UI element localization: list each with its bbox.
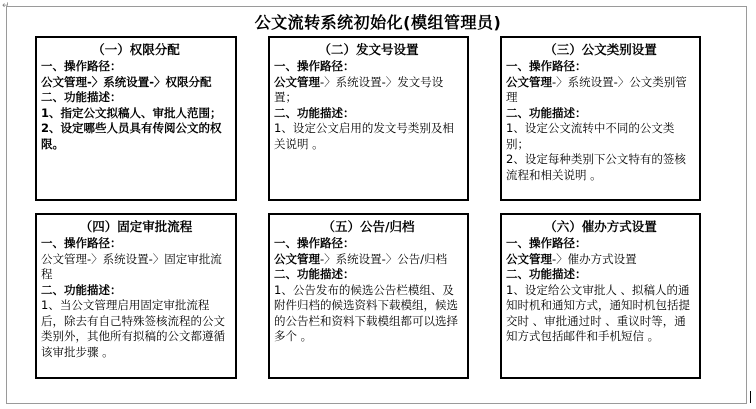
operation-path-heading: 一、操作路径： — [41, 236, 122, 250]
operation-path — [506, 252, 695, 268]
operation-path-rest: -〉催办方式设置 — [552, 251, 637, 266]
operation-path-rest: 公文管理-〉系统设置-〉固定审批流程 — [41, 251, 222, 281]
function-heading: 二、功能描述： — [41, 282, 122, 297]
operation-path-heading: 一、操作路径： — [506, 59, 587, 73]
function-desc-item: 1、设定公文启用的发文号类别及相关说明 。 — [274, 121, 454, 151]
operation-path-rest: -〉系统设置-〉公文类别管理 — [506, 74, 687, 104]
card-announcement-archive — [268, 213, 469, 379]
operation-path-heading: 一、操作路径： — [41, 59, 122, 73]
card-reminder-method-setting — [500, 213, 701, 379]
operation-path — [274, 252, 463, 268]
operation-path-module: 公文管理 — [506, 74, 552, 89]
operation-path-module: 公文管理 — [274, 74, 320, 89]
operation-path-module: 公文管理-〉系统设置-〉权限分配 — [41, 74, 212, 89]
function-desc-item: 2、设定哪些人员具有传阅公文的权限。 — [41, 121, 222, 151]
operation-path — [41, 75, 231, 91]
function-heading: 二、功能描述： — [506, 267, 587, 281]
function-desc-item: 1、指定公文拟稿人、审批人范围； — [41, 105, 222, 120]
operation-path-heading: 一、操作路径： — [274, 59, 355, 73]
function-desc-item: 1、设定给公文审批人 、拟稿人的通知时机和通知方式，通知时机包括提交时 、审批通过时 、重议时等，通知方式包括邮件和手机短信 。 — [506, 282, 690, 343]
function-heading: 二、功能描述： — [274, 267, 355, 281]
card-document-category-setting — [500, 36, 701, 201]
operation-path-module: 公文管理 — [506, 251, 552, 266]
text-cursor-mark — [750, 391, 751, 403]
card-title: （二）发文号设置 — [318, 42, 419, 57]
card-title: （四）固定审批流程 — [79, 219, 193, 234]
function-heading: 二、功能描述： — [41, 90, 122, 104]
operation-path-heading: 一、操作路径： — [274, 236, 355, 250]
page-title: 公文流转系统初始化(模组管理员) — [254, 13, 502, 32]
card-title: （三）公文类别设置 — [544, 42, 657, 57]
card-title: （五）公告/归档 — [322, 219, 415, 234]
operation-path-heading: 一、操作路径： — [506, 236, 587, 250]
operation-path-rest: -〉系统设置-〉公告/归档 — [320, 251, 448, 266]
function-desc-item: 1、当公文管理启用固定审批流程后，除去有自己特殊签核流程的公文类别外，其他所有拟稿的公文都遵循该审批步骤 。 — [41, 298, 225, 359]
function-desc-item: 1、公告发布的候选公告栏模组、及附件归档的候选资料下载模组，候选的公告栏和资料下载模组都可以选择多个 。 — [274, 282, 458, 343]
card-title: （六）催办方式设置 — [544, 219, 657, 234]
card-fixed-approval-flow — [35, 213, 237, 379]
function-heading: 二、功能描述： — [274, 105, 355, 120]
function-desc-item: 2、设定每种类别下公文特有的签核流程和相关说明 。 — [506, 152, 686, 182]
operation-path — [274, 75, 463, 106]
function-desc-item: 1、设定公文流转中不同的公文类别； — [506, 121, 675, 151]
card-document-number-setting — [268, 36, 469, 201]
operation-path-rest: -〉系统设置-〉发文号设置； — [274, 74, 444, 104]
operation-path-module: 公文管理 — [274, 251, 320, 266]
card-title: （一）权限分配 — [92, 42, 180, 57]
paragraph-mark-icon: ↵ — [2, 1, 10, 11]
function-heading: 二、功能描述： — [506, 105, 587, 120]
operation-path — [506, 75, 695, 106]
operation-path — [41, 252, 231, 283]
card-permission-assignment — [35, 36, 237, 201]
